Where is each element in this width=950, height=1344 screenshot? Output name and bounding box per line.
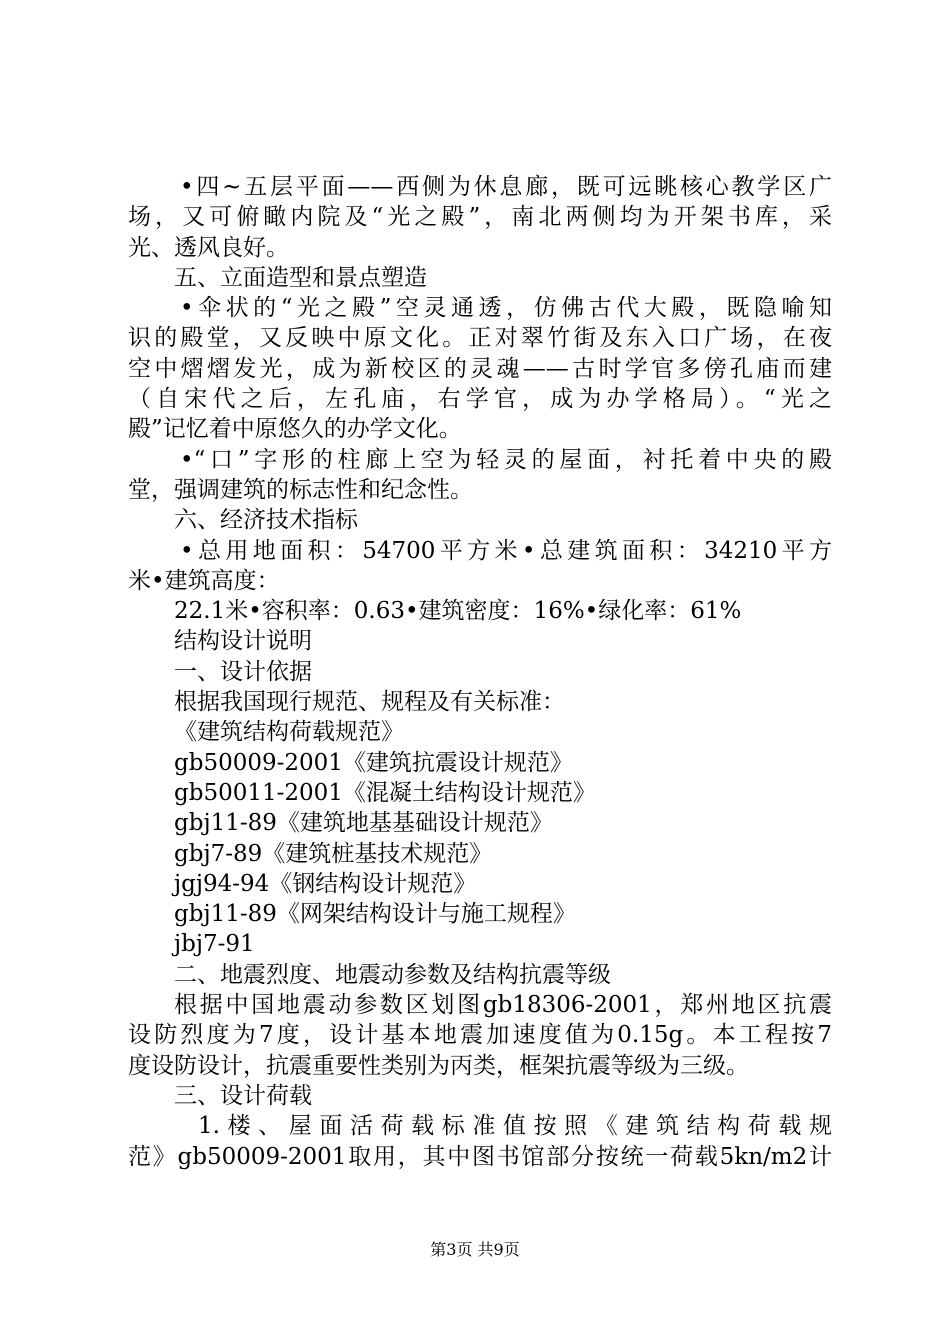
text-line: 二、地震烈度、地震动参数及结构抗震等级 xyxy=(174,961,611,988)
text-line: 五、立面造型和景点塑造 xyxy=(174,264,427,291)
text-line: jbj7-91 xyxy=(174,931,255,958)
text-line: •总用地面积：54700平方米•总建筑面积：34210平方 xyxy=(180,537,832,564)
text-line: 度设防设计，抗震重要性类别为丙类，框架抗震等级为三级。 xyxy=(128,1052,749,1079)
text-line: 堂，强调建筑的标志性和纪念性。 xyxy=(128,476,473,503)
text-line: •四~五层平面——西侧为休息廊，既可远眺核心教学区广 xyxy=(180,174,832,200)
text-line: 22.1米•容积率：0.63•建筑密度：16%•绿化率：61% xyxy=(174,598,742,625)
text-line: 米•建筑高度： xyxy=(128,567,280,594)
text-line: 场，又可俯瞰内院及“光之殿”，南北两侧均为开架书库，采 xyxy=(128,204,832,231)
text-line: jgj94-94《钢结构设计规范》 xyxy=(174,870,477,897)
text-line: 结构设计说明 xyxy=(174,628,312,655)
text-line: 一、设计依据 xyxy=(174,658,312,685)
text-line: 范》gb50009-2001取用，其中图书馆部分按统一荷载5kn/m2计 xyxy=(128,1143,832,1170)
text-line: •“口”字形的柱廊上空为轻灵的屋面，衬托着中央的殿 xyxy=(180,446,832,473)
text-line: 根据我国现行规范、规程及有关标准： xyxy=(174,689,565,716)
text-line: gb50009-2001《建筑抗震设计规范》 xyxy=(174,749,573,776)
text-line: 光、透风良好。 xyxy=(128,234,289,261)
text-line: gbj11-89《建筑地基基础设计规范》 xyxy=(174,810,553,837)
text-line: 三、设计荷载 xyxy=(174,1082,312,1109)
text-line: 六、经济技术指标 xyxy=(174,507,358,534)
text-line: 空中熠熠发光，成为新校区的灵魂——古时学官多傍孔庙而建 xyxy=(128,355,832,382)
text-line: 识的殿堂，又反映中原文化。正对翠竹街及东入口广场，在夜 xyxy=(128,325,832,352)
text-line: gbj11-89《网架结构设计与施工规程》 xyxy=(174,901,576,928)
text-line: gbj7-89《建筑桩基技术规范》 xyxy=(174,840,493,867)
page-footer: 第3页 共9页 xyxy=(430,1240,520,1259)
text-line: gb50011-2001《混凝土结构设计规范》 xyxy=(174,779,596,806)
text-line: •伞状的“光之殿”空灵通透，仿佛古代大殿，既隐喻知 xyxy=(180,295,832,322)
text-line: 根据中国地震动参数区划图gb18306-2001，郑州地区抗震 xyxy=(174,992,832,1019)
text-line: 《建筑结构荷载规范》 xyxy=(174,719,404,746)
text-line: 设防烈度为7度，设计基本地震加速度值为0.15g。本工程按7 xyxy=(128,1022,832,1049)
text-line: （自宋代之后，左孔庙，右学官，成为办学格局）。“光之 xyxy=(128,386,832,413)
text-line: 1.楼、屋面活荷载标准值按照《建筑结构荷载规 xyxy=(198,1113,832,1140)
document-body xyxy=(128,172,832,1172)
text-line: 殿”记忆着中原悠久的办学文化。 xyxy=(128,416,462,443)
